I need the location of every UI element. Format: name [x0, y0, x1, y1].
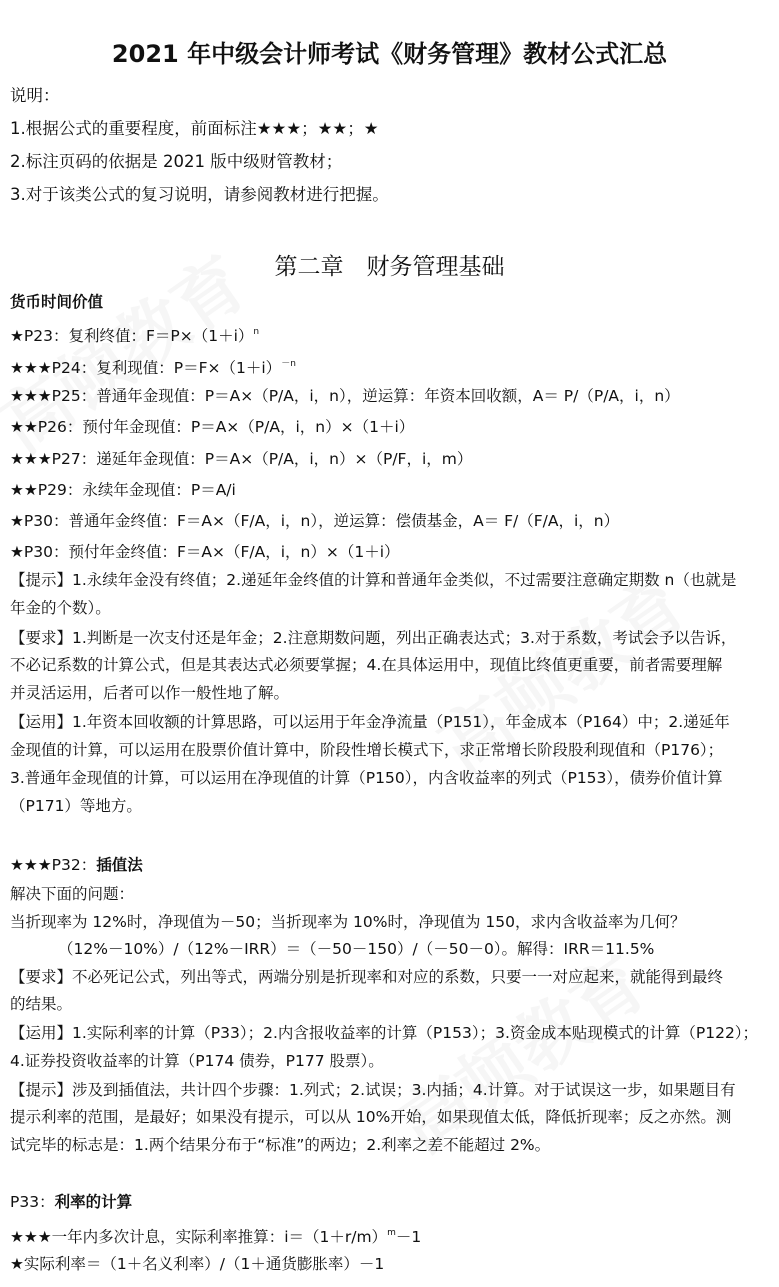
equation-line: （12%－10%）/（12%－IRR）＝（－50－150）/（－50－0）。解得：IRR＝11.5%	[58, 940, 655, 958]
note-item: 2.标注页码的依据是 2021 版中级财管教材；	[10, 152, 343, 171]
usage-paragraph-line: 金现值的计算，可以运用在股票价值计算中，阶段性增长模式下，求正常增长阶段股利现值和（P176）；	[10, 741, 724, 759]
formula-line: ★★★P27：递延年金现值：P＝A×（P/A，i，n）×（P/F，i，m）	[10, 450, 473, 468]
requirement-paragraph-line: 【要求】不必死记公式，列出等式，两端分别是折现率和对应的系数，只要一一对应起来，就能得到最终	[10, 968, 724, 986]
requirement-paragraph-line: 【要求】1.判断是一次支付还是年金；2.注意期数问题，列出正确表达式；3.对于系数，考试会予以告诉，	[10, 629, 737, 647]
section-heading-title: 插值法	[96, 856, 143, 874]
formula-line: ★P30：预付年金终值：F＝A×（F/A，i，n）×（1＋i）	[10, 543, 400, 561]
usage-paragraph-line: 4.证券投资收益率的计算（P174 债券，P177 股票）。	[10, 1052, 384, 1070]
usage-paragraph-line: 【运用】1.年资本回收额的计算思路，可以运用于年金净流量（P151），年金成本（P164）中；2.递延年	[10, 713, 730, 731]
chapter-heading: 第二章 财务管理基础	[274, 254, 505, 280]
page-title: 2021 年中级会计师考试《财务管理》教材公式汇总	[111, 40, 668, 68]
section-heading	[10, 855, 770, 875]
usage-paragraph-line: （P171）等地方。	[10, 797, 142, 815]
body-line: 解决下面的问题：	[10, 885, 135, 903]
formula-line	[10, 354, 770, 378]
formula-tail: －1	[395, 1228, 422, 1246]
note-item: 3.对于该类公式的复习说明，请参阅教材进行把握。	[10, 185, 389, 204]
formula-exponent: m	[387, 1228, 396, 1238]
formula-line	[10, 1223, 770, 1247]
tip-paragraph-line: 年金的个数）。	[10, 599, 111, 617]
tip-paragraph-line: 提示利率的范围，是最好；如果没有提示，可以从 10%开始，如果现值太低，降低折现率；反之亦然。测	[10, 1108, 732, 1126]
section-heading	[10, 1192, 770, 1212]
formula-text: ★★★P24：复利现值：P＝F×（1＋i）	[10, 359, 282, 377]
formula-text: ★P23：复利终值：F＝P×（1＋i）	[10, 327, 254, 345]
tip-paragraph-line: 试完毕的标志是：1.两个结果分布于“标准”的两边；2.利率之差不能超过 2%。	[10, 1136, 551, 1154]
requirement-paragraph-line: 不必记系数的计算公式，但是其表达式必须要掌握；4.在具体运用中，现值比终值更重要，前者需要理解	[10, 656, 723, 674]
tip-paragraph-line: 【提示】1.永续年金没有终值；2.递延年金终值的计算和普通年金类似，不过需要注意确定期数 n（也就是	[10, 571, 737, 589]
section-heading-prefix: ★★★P32：	[10, 856, 97, 874]
note-item: 1.根据公式的重要程度，前面标注★★★；★★；★	[10, 119, 379, 138]
body-line: 当折现率为 12%时，净现值为－50；当折现率为 10%时，净现值为 150，求内含收益率为几何？	[10, 913, 686, 931]
usage-paragraph-line: 3.普通年金现值的计算，可以运用在净现值的计算（P150），内含收益率的列式（P153），债券价值计算	[10, 769, 723, 787]
formula-line	[10, 322, 770, 346]
notes-heading: 说明：	[10, 86, 60, 105]
section-heading: 货币时间价值	[10, 293, 104, 311]
tip-paragraph-line: 【提示】涉及到插值法，共计四个步骤：1.列式；2.试误；3.内插；4.计算。对于试误这一步，如果题目有	[10, 1081, 736, 1099]
section-heading-prefix: P33：	[10, 1193, 55, 1211]
formula-line: ★实际利率＝（1＋名义利率）/（1＋通货膨胀率）－1	[10, 1255, 385, 1273]
formula-line: ★★P26：预付年金现值：P＝A×（P/A，i，n）×（1＋i）	[10, 418, 415, 436]
formula-exponent: －n	[281, 359, 296, 369]
formula-exponent: n	[253, 327, 260, 337]
formula-text: ★★★一年内多次计息，实际利率推算：i＝（1＋r/m）	[10, 1228, 388, 1246]
formula-line: ★★P29：永续年金现值：P＝A/i	[10, 481, 236, 499]
usage-paragraph-line: 【运用】1.实际利率的计算（P33）；2.内含报收益率的计算（P153）；3.资金成本贴现模式的计算（P122）；	[10, 1024, 759, 1042]
formula-line: ★P30：普通年金终值：F＝A×（F/A，i，n），逆运算：偿债基金，A＝ F/（F/A，i，n）	[10, 512, 620, 530]
requirement-paragraph-line: 的结果。	[10, 995, 73, 1013]
requirement-paragraph-line: 并灵活运用，后者可以作一般性地了解。	[10, 684, 290, 702]
formula-line: ★★★P25：普通年金现值：P＝A×（P/A，i，n），逆运算：年资本回收额，A＝ P/（P/A，i，n）	[10, 387, 680, 405]
section-heading-title: 利率的计算	[54, 1193, 133, 1211]
